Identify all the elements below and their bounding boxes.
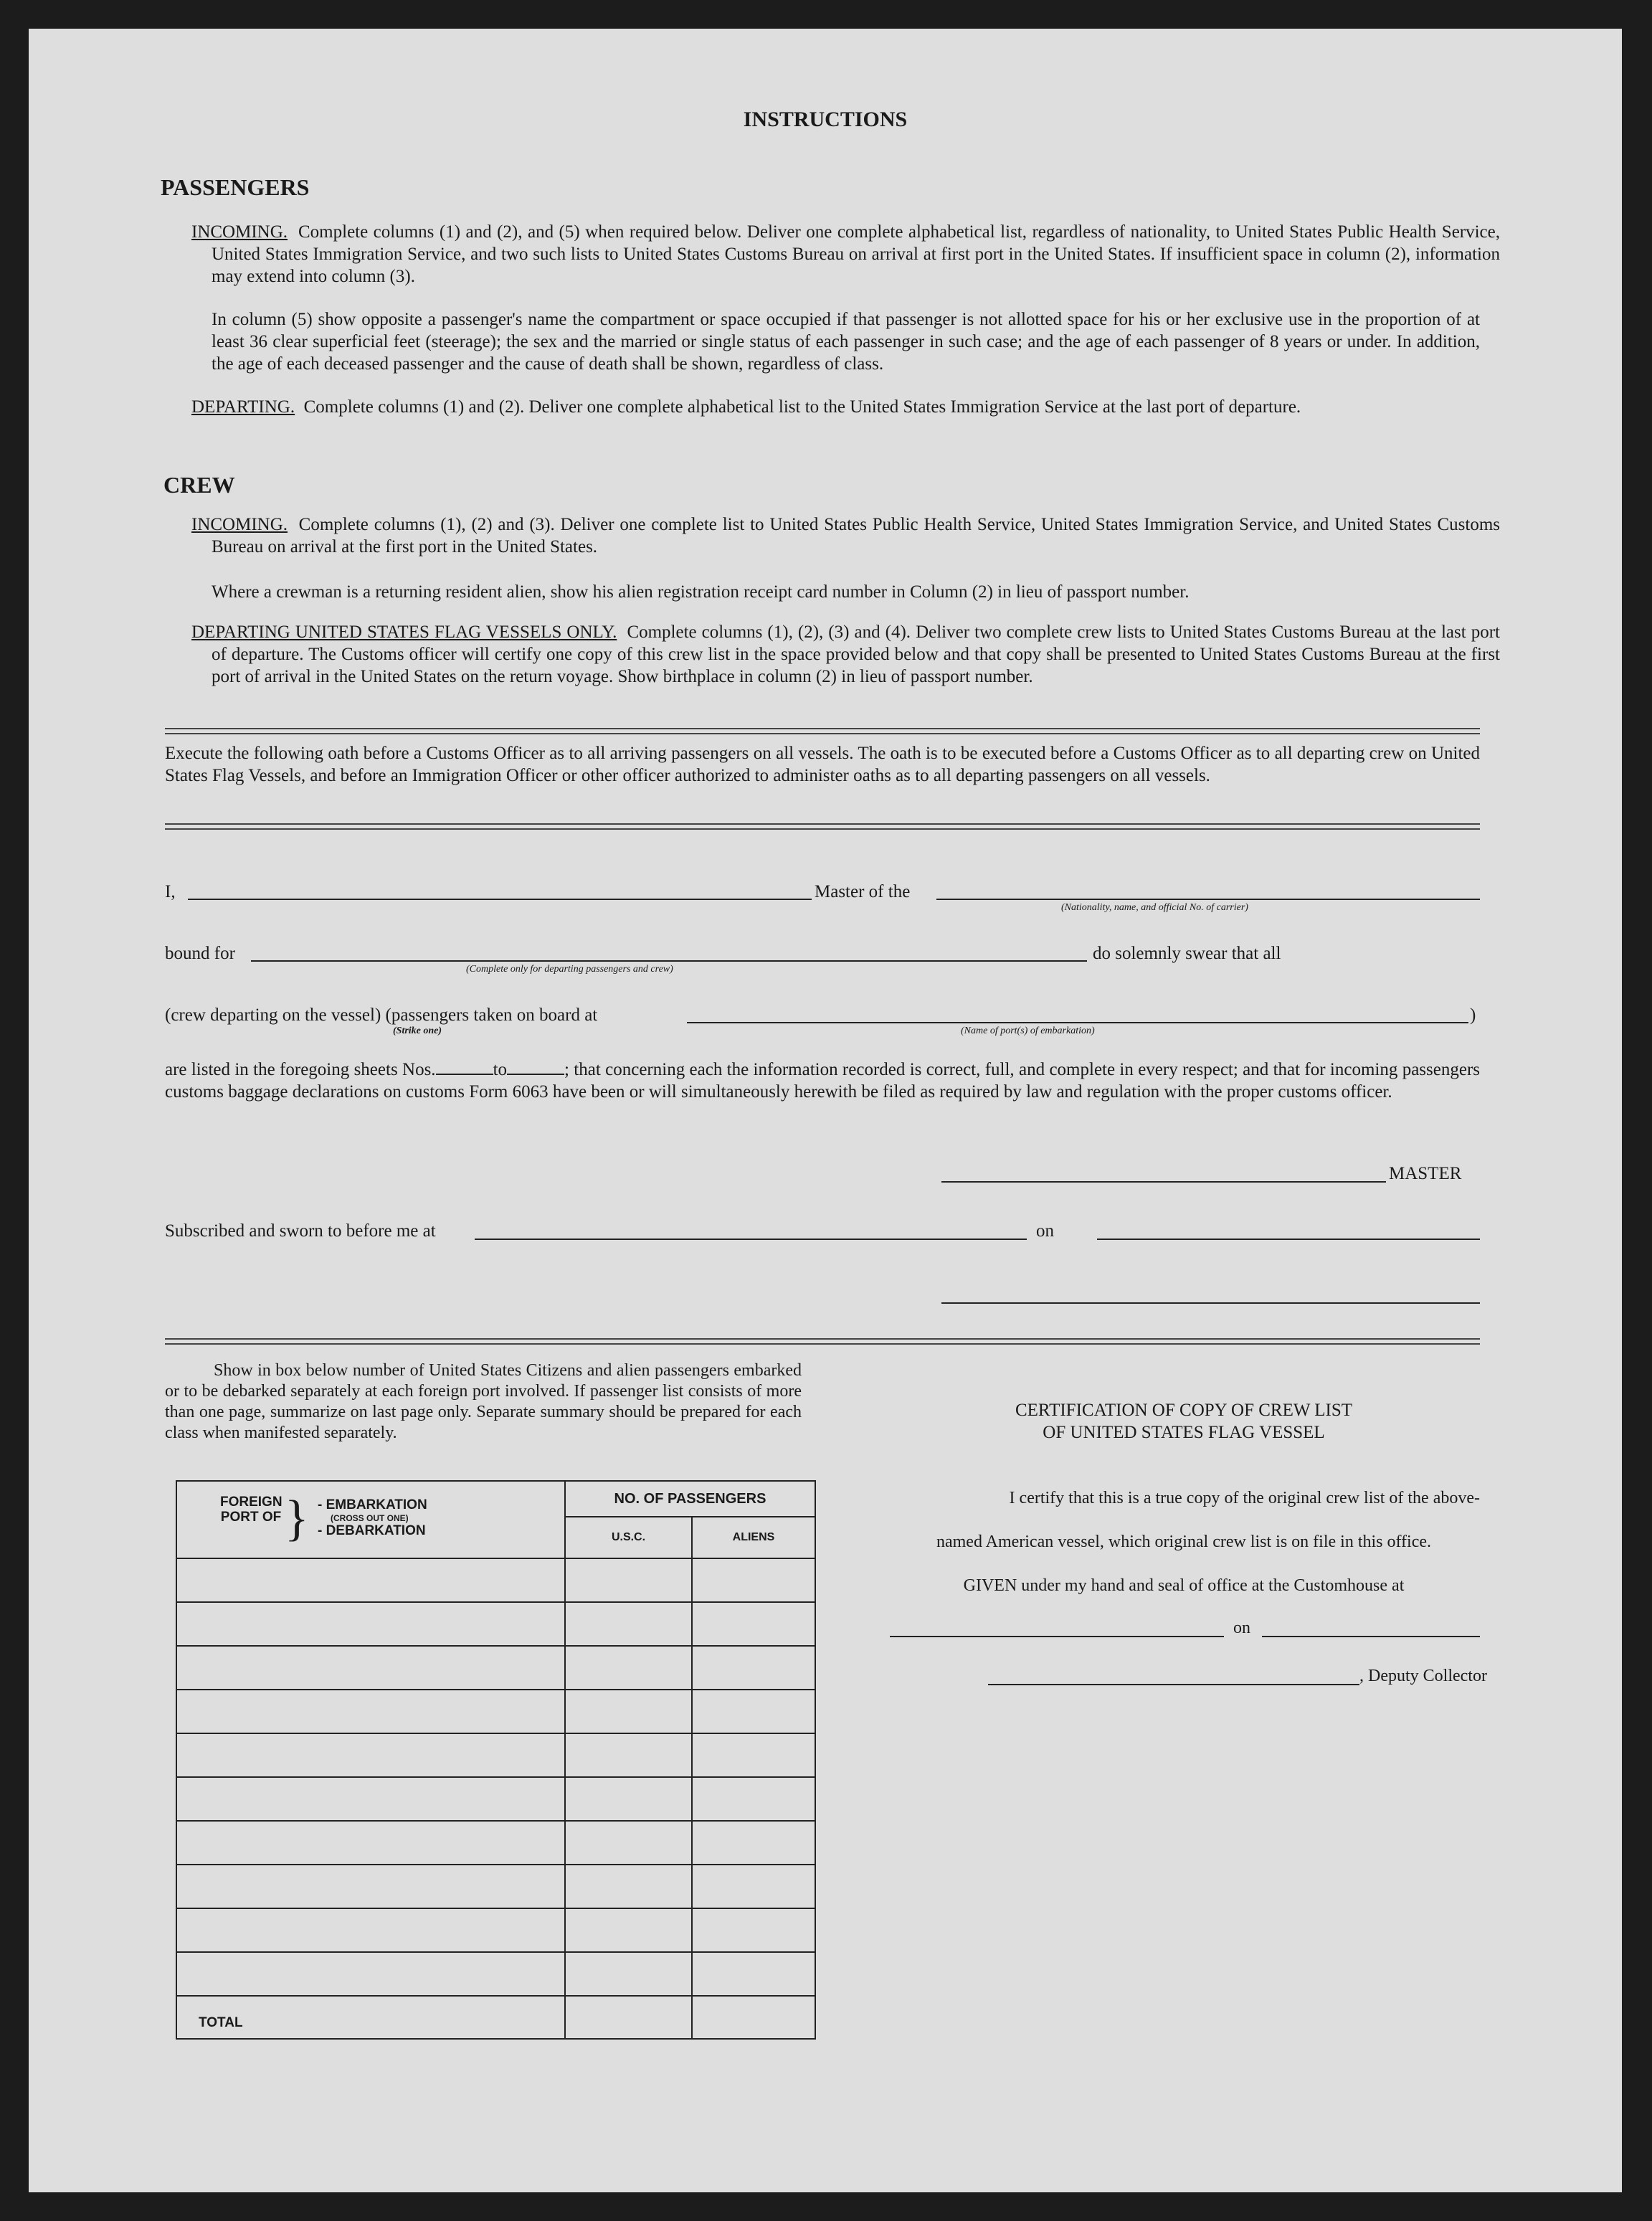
divider (165, 823, 1480, 830)
officer-signature-field[interactable] (941, 1302, 1480, 1304)
oath-i-label: I, (165, 882, 176, 901)
passengers-incoming-paragraph (191, 221, 1500, 288)
crew-incoming-label: INCOMING. (191, 515, 288, 534)
subscribed-date-field[interactable] (1097, 1239, 1480, 1240)
usc-cell[interactable] (565, 1865, 692, 1908)
port-cell[interactable] (176, 1646, 565, 1690)
aliens-total-cell[interactable] (692, 1996, 815, 2039)
carrier-caption: (Nationality, name, and official No. of carrier) (1061, 902, 1248, 913)
passengers-departing-paragraph (191, 396, 1500, 418)
subscribed-label: Subscribed and sworn to before me at (165, 1221, 436, 1241)
master-label: MASTER (1389, 1164, 1462, 1183)
usc-cell[interactable] (565, 1733, 692, 1777)
aliens-cell[interactable] (692, 1908, 815, 1952)
sheet-to-field[interactable] (507, 1074, 564, 1075)
passengers-departing-label: DEPARTING. (191, 397, 295, 417)
certification-date-field[interactable] (1262, 1636, 1480, 1637)
form-page (29, 29, 1622, 2192)
master-name-field[interactable] (188, 899, 812, 900)
certify-line1: I certify that this is a true copy of the original crew list of the above- (1009, 1489, 1480, 1507)
usc-total-cell[interactable] (565, 1996, 692, 2039)
aliens-cell[interactable] (692, 1821, 815, 1865)
oath-instruction: Execute the following oath before a Customs Officer as to all arriving passengers on all vessels. The oath is to be executed before a Customs Officer as to all departing crew on United States Flag Vessels, and before an Immigration Officer or other officer authorized to administer oaths as to all departing passengers on all vessels. (165, 744, 1480, 785)
total-label: TOTAL (176, 1996, 565, 2039)
usc-cell[interactable] (565, 1646, 692, 1690)
crew-heading: CREW (163, 472, 235, 498)
customhouse-field[interactable] (890, 1636, 1224, 1637)
aliens-cell[interactable] (692, 1733, 815, 1777)
given-line: GIVEN under my hand and seal of office at the Customhouse at (963, 1576, 1405, 1595)
bound-for-caption: (Complete only for departing passengers and crew) (466, 964, 673, 975)
port-cell[interactable] (176, 1602, 565, 1646)
certification-title-line2: OF UNITED STATES FLAG VESSEL (1043, 1423, 1325, 1442)
port-cell[interactable] (176, 1821, 565, 1865)
listed-rest: ; that concerning each the information recorded is correct, full, and complete in every respect; and that for incoming passengers customs baggage declarations on customs Form 6063 have been or will simultaneously herewith be filed as required by law and regulation with the proper customs officer. (165, 1060, 1480, 1102)
usc-cell[interactable] (565, 1908, 692, 1952)
passengers-departing-text: Complete columns (1) and (2). Deliver one complete alphabetical list to the United States Immigration Service at the last port of departure. (303, 397, 1301, 417)
passengers-incoming-label: INCOMING. (191, 222, 288, 242)
crew-passengers-label: (crew departing on the vessel) (passengers taken on board at (165, 1005, 598, 1025)
divider (165, 728, 1480, 734)
debarkation-label: - DEBARKATION (318, 1523, 426, 1538)
aliens-cell[interactable] (692, 1558, 815, 1602)
usc-cell[interactable] (565, 1558, 692, 1602)
port-cell[interactable] (176, 1952, 565, 1996)
aliens-header: ALIENS (692, 1517, 815, 1558)
crew-departing-text: Complete columns (1), (2), (3) and (4). Deliver two complete crew lists to United States Customs Bureau at the last port of departure. The Customs officer will certify one copy of this crew list in the space provided below and that copy shall be presented to United States Customs Bureau at the first port of arrival in the United States on the return voyage. Show birthplace in column (2) in lieu of passport number. (212, 622, 1500, 686)
embarkation-label: - EMBARKATION (318, 1497, 427, 1512)
page-title: INSTRUCTIONS (743, 108, 908, 131)
carrier-field[interactable] (936, 899, 1480, 900)
sheet-from-field[interactable] (436, 1074, 493, 1075)
certification-title-line1: CERTIFICATION OF COPY OF CREW LIST (1015, 1401, 1353, 1420)
usc-cell[interactable] (565, 1777, 692, 1821)
crew-incoming-paragraph (191, 513, 1500, 558)
aliens-cell[interactable] (692, 1690, 815, 1733)
passengers-column5-paragraph: In column (5) show opposite a passenger's name the compartment or space occupied if that passenger is not allotted space for his or her exclusive use in the proportion of at least 36 clear superficial feet (steerage); the sex and the married or single status of each passenger in such case; and the age of each passenger of 8 years or under. In addition, the age of each deceased passenger and the cause of death shall be shown, regardless of class. (212, 310, 1480, 374)
master-signature-field[interactable] (941, 1181, 1386, 1183)
passengers-heading: PASSENGERS (161, 174, 310, 200)
listed-to-label: to (493, 1060, 508, 1079)
usc-cell[interactable] (565, 1821, 692, 1865)
divider (165, 1338, 1480, 1345)
summary-instruction: Show in box below number of United States Citizens and alien passengers embarked or to be debarked separately at each foreign port involved. If passenger list consists of more than one page, summarize on last page only. Separate summary should be prepared for each class when manifested separately. (165, 1361, 802, 1442)
port-header-cell (176, 1481, 565, 1558)
crew-resident-paragraph: Where a crewman is a returning resident alien, show his alien registration receipt card number in Column (2) in lieu of passport number. (212, 582, 1190, 602)
port-cell[interactable] (176, 1908, 565, 1952)
bound-for-field[interactable] (251, 960, 1087, 962)
cross-out-label: (CROSS OUT ONE) (331, 1513, 409, 1523)
certification-on-label: on (1233, 1619, 1250, 1637)
crew-incoming-text: Complete columns (1), (2) and (3). Deliver one complete list to United States Public Health Service, United States Immigration Service, and United States Customs Bureau on arrival at the first port in the United States. (212, 515, 1500, 557)
bound-for-label: bound for (165, 944, 235, 963)
strike-one-caption: (Strike one) (393, 1026, 442, 1036)
listed-paragraph (165, 1059, 1480, 1103)
deputy-collector-signature-field[interactable] (988, 1684, 1359, 1685)
port-caption: (Name of port(s) of embarkation) (961, 1026, 1095, 1036)
deputy-collector-label: , Deputy Collector (1359, 1667, 1487, 1685)
crew-departing-paragraph (191, 621, 1500, 688)
passengers-header: NO. OF PASSENGERS (565, 1481, 815, 1517)
master-of-the-label: Master of the (815, 882, 911, 901)
usc-header: U.S.C. (565, 1517, 692, 1558)
embarkation-port-field[interactable] (687, 1022, 1468, 1023)
port-cell[interactable] (176, 1865, 565, 1908)
close-paren: ) (1470, 1005, 1476, 1025)
crew-departing-label: DEPARTING UNITED STATES FLAG VESSELS ONLY. (191, 622, 617, 642)
aliens-cell[interactable] (692, 1865, 815, 1908)
aliens-cell[interactable] (692, 1777, 815, 1821)
brace-icon: } (285, 1491, 309, 1546)
passenger-summary-table (176, 1480, 816, 2040)
usc-cell[interactable] (565, 1690, 692, 1733)
certification-title (888, 1399, 1480, 1444)
usc-cell[interactable] (565, 1602, 692, 1646)
listed-label: are listed in the foregoing sheets Nos. (165, 1060, 436, 1079)
port-cell[interactable] (176, 1777, 565, 1821)
aliens-cell[interactable] (692, 1952, 815, 1996)
subscribed-place-field[interactable] (475, 1239, 1027, 1240)
passengers-incoming-text: Complete columns (1) and (2), and (5) when required below. Deliver one complete alphabetical list, regardless of nationality, to United States Public Health Service, United States Immigration Service, and two such lists to United States Customs Bureau on arrival at first port in the United States. If insufficient space in column (2), information may extend into column (3). (212, 222, 1501, 286)
usc-cell[interactable] (565, 1952, 692, 1996)
port-cell[interactable] (176, 1733, 565, 1777)
certify-line2: named American vessel, which original crew list is on file in this office. (936, 1533, 1432, 1551)
aliens-cell[interactable] (692, 1602, 815, 1646)
subscribed-on-label: on (1036, 1221, 1054, 1241)
aliens-cell[interactable] (692, 1646, 815, 1690)
swear-label: do solemnly swear that all (1093, 944, 1281, 963)
port-cell[interactable] (176, 1690, 565, 1733)
port-cell[interactable] (176, 1558, 565, 1602)
foreign-port-label: FOREIGN PORT OF (220, 1495, 283, 1525)
